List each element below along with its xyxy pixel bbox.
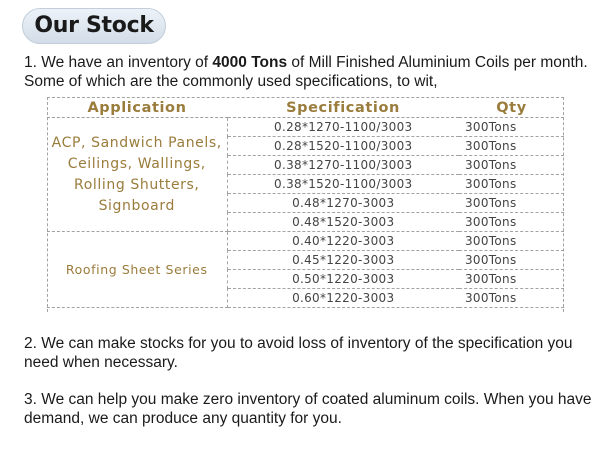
table-row <box>47 118 564 137</box>
header-qty: Qty <box>459 98 564 118</box>
qty-cell: 300Tons <box>459 270 564 289</box>
qty-cell: 300Tons <box>459 175 564 194</box>
qty-cell: 300Tons <box>459 137 564 156</box>
spec-cell: 0.38*1520-1100/3003 <box>227 175 459 194</box>
stock-table <box>47 98 564 308</box>
application-cell-roofing: Roofing Sheet Series <box>47 232 227 308</box>
spec-cell: 0.28*1270-1100/3003 <box>227 118 459 137</box>
qty-cell: 300Tons <box>459 156 564 175</box>
intro-paragraph <box>24 53 604 91</box>
qty-cell: 300Tons <box>459 118 564 137</box>
header-application: Application <box>47 98 227 118</box>
spec-cell: 0.38*1270-1100/3003 <box>227 156 459 175</box>
qty-cell: 300Tons <box>459 194 564 213</box>
qty-cell: 300Tons <box>459 213 564 232</box>
header-specification: Specification <box>227 98 459 118</box>
spec-cell: 0.50*1220-3003 <box>227 270 459 289</box>
table-header-row <box>47 98 564 118</box>
spec-cell: 0.45*1220-3003 <box>227 251 459 270</box>
application-cell-acp: ACP, Sandwich Panels, Ceilings, Wallings, Rolling Shutters, Signboard <box>47 118 227 232</box>
spec-cell: 0.48*1520-3003 <box>227 213 459 232</box>
section-heading-text: Our Stock <box>34 13 154 38</box>
spec-cell: 0.48*1270-3003 <box>227 194 459 213</box>
point-3-paragraph: 3. We can help you make zero inventory of coated aluminum coils. When you have demand, we can produce any quantity for you. <box>24 391 592 427</box>
intro-text-before: 1. We have an inventory of <box>24 54 213 71</box>
table-row <box>47 232 564 251</box>
qty-cell: 300Tons <box>459 289 564 308</box>
point-2-paragraph: 2. We can make stocks for you to avoid loss of inventory of the specification you need when necessary. <box>24 335 573 371</box>
intro-inventory-amount: 4000 Tons <box>212 54 288 71</box>
spec-cell: 0.28*1520-1100/3003 <box>227 137 459 156</box>
qty-cell: 300Tons <box>459 232 564 251</box>
spec-cell: 0.60*1220-3003 <box>227 289 459 308</box>
qty-cell: 300Tons <box>459 251 564 270</box>
section-heading <box>22 8 166 44</box>
intro-text-after: of Mill Finished Aluminium Coils per month. Some of which are the commonly used specifications, to wit, <box>24 54 588 90</box>
spec-cell: 0.40*1220-3003 <box>227 232 459 251</box>
